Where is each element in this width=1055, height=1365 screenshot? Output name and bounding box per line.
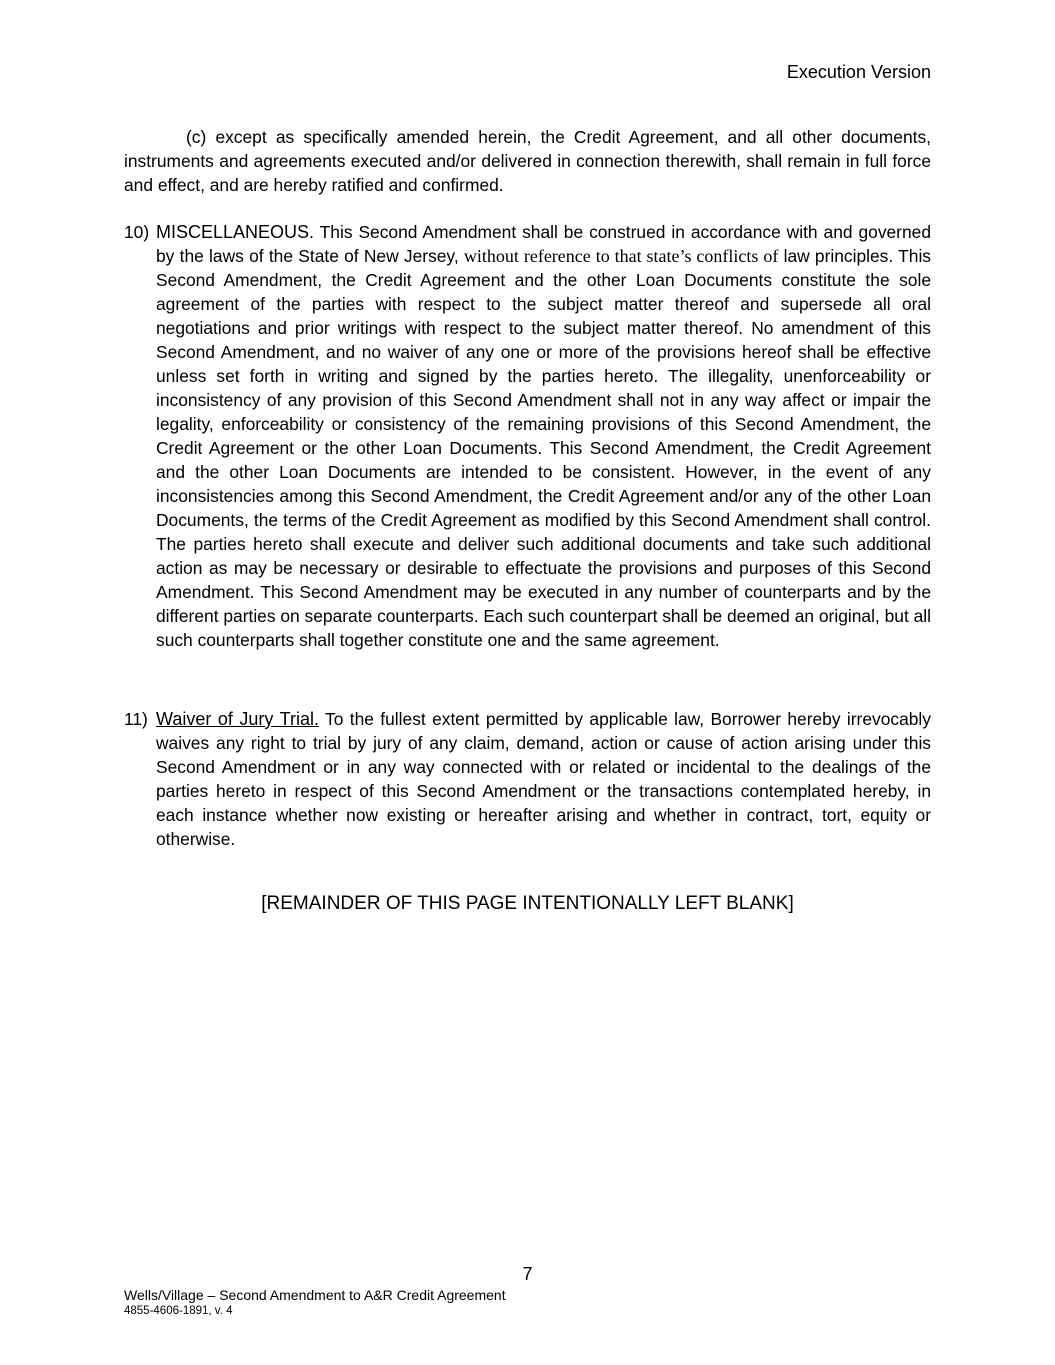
footer-document-title: Wells/Village – Second Amendment to A&R Credit Agreement xyxy=(124,1287,506,1303)
page-number: 7 xyxy=(522,1264,533,1284)
section-10-text-serif: without reference to that state’s conflicts of xyxy=(463,246,779,266)
remainder-blank-notice: [REMAINDER OF THIS PAGE INTENTIONALLY LEFT BLANK] xyxy=(261,893,794,914)
section-11-waiver-of-jury-trial xyxy=(124,707,931,851)
section-10-body xyxy=(156,220,931,652)
section-10-number: 10) xyxy=(124,222,150,242)
paragraph-c-marker: (c) xyxy=(186,127,207,147)
section-10-text-b: law principles. This Second Amendment, the Credit Agreement and the other Loan Documents constitute the sole agreement of the parties with respect to the subject matter thereof and supersede all oral negotiations and prior writings with respect to the subject matter thereof. No amendment of this Second Amendment, and no waiver of any one or more of the provisions hereof shall be effective unless set forth in writing and signed by the parties hereto. The illegality, unenforceability or inconsistency of any provision of this Second Amendment shall not in any way affect or impair the legality, enforceability or consistency of the remaining provisions of this Second Amendment, the Credit Agreement or the other Loan Documents. This Second Amendment, the Credit Agreement and the other Loan Documents are intended to be consistent. However, in the event of any inconsistencies among this Second Amendment, the Credit Agreement and/or any of the other Loan Documents, the terms of the Credit Agreement as modified by this Second Amendment shall control. The parties hereto shall execute and deliver such additional documents and take such additional action as may be necessary or desirable to effectuate the provisions and purposes of this Second Amendment. This Second Amendment may be executed in any number of counterparts and by the different parties on separate counterparts. Each such counterpart shall be deemed an original, but all such counterparts shall together constitute one and the same agreement. xyxy=(156,246,932,650)
paragraph-c xyxy=(124,125,931,197)
section-11-text: To the fullest extent permitted by applicable law, Borrower hereby irrevocably waives any right to trial by jury of any claim, demand, action or cause of action arising under this Second Amendment or in any way connected with or related or incidental to the dealings of the parties hereto in respect of this Second Amendment or the transactions contemplated hereby, in each instance whether now existing or hereafter arising and whether in contract, tort, equity or otherwise. xyxy=(156,709,931,849)
section-11-body xyxy=(156,707,931,851)
section-11-number: 11) xyxy=(124,709,148,729)
section-10-text-a: This Second Amendment shall be construed in accordance with and governed by the laws of the State of New Jersey, xyxy=(156,222,931,266)
section-11-heading: Waiver of Jury Trial. xyxy=(156,709,319,729)
execution-version-label: Execution Version xyxy=(786,62,931,82)
section-10-miscellaneous xyxy=(124,220,931,652)
section-10-heading: MISCELLANEOUS. xyxy=(156,222,315,242)
paragraph-c-text: except as specifically amended herein, the Credit Agreement, and all other documents, instruments and agreements executed and/or delivered in connection therewith, shall remain in full force and effect, and are hereby ratified and confirmed. xyxy=(124,127,931,195)
footer-document-id: 4855-4606-1891, v. 4 xyxy=(124,1305,233,1317)
